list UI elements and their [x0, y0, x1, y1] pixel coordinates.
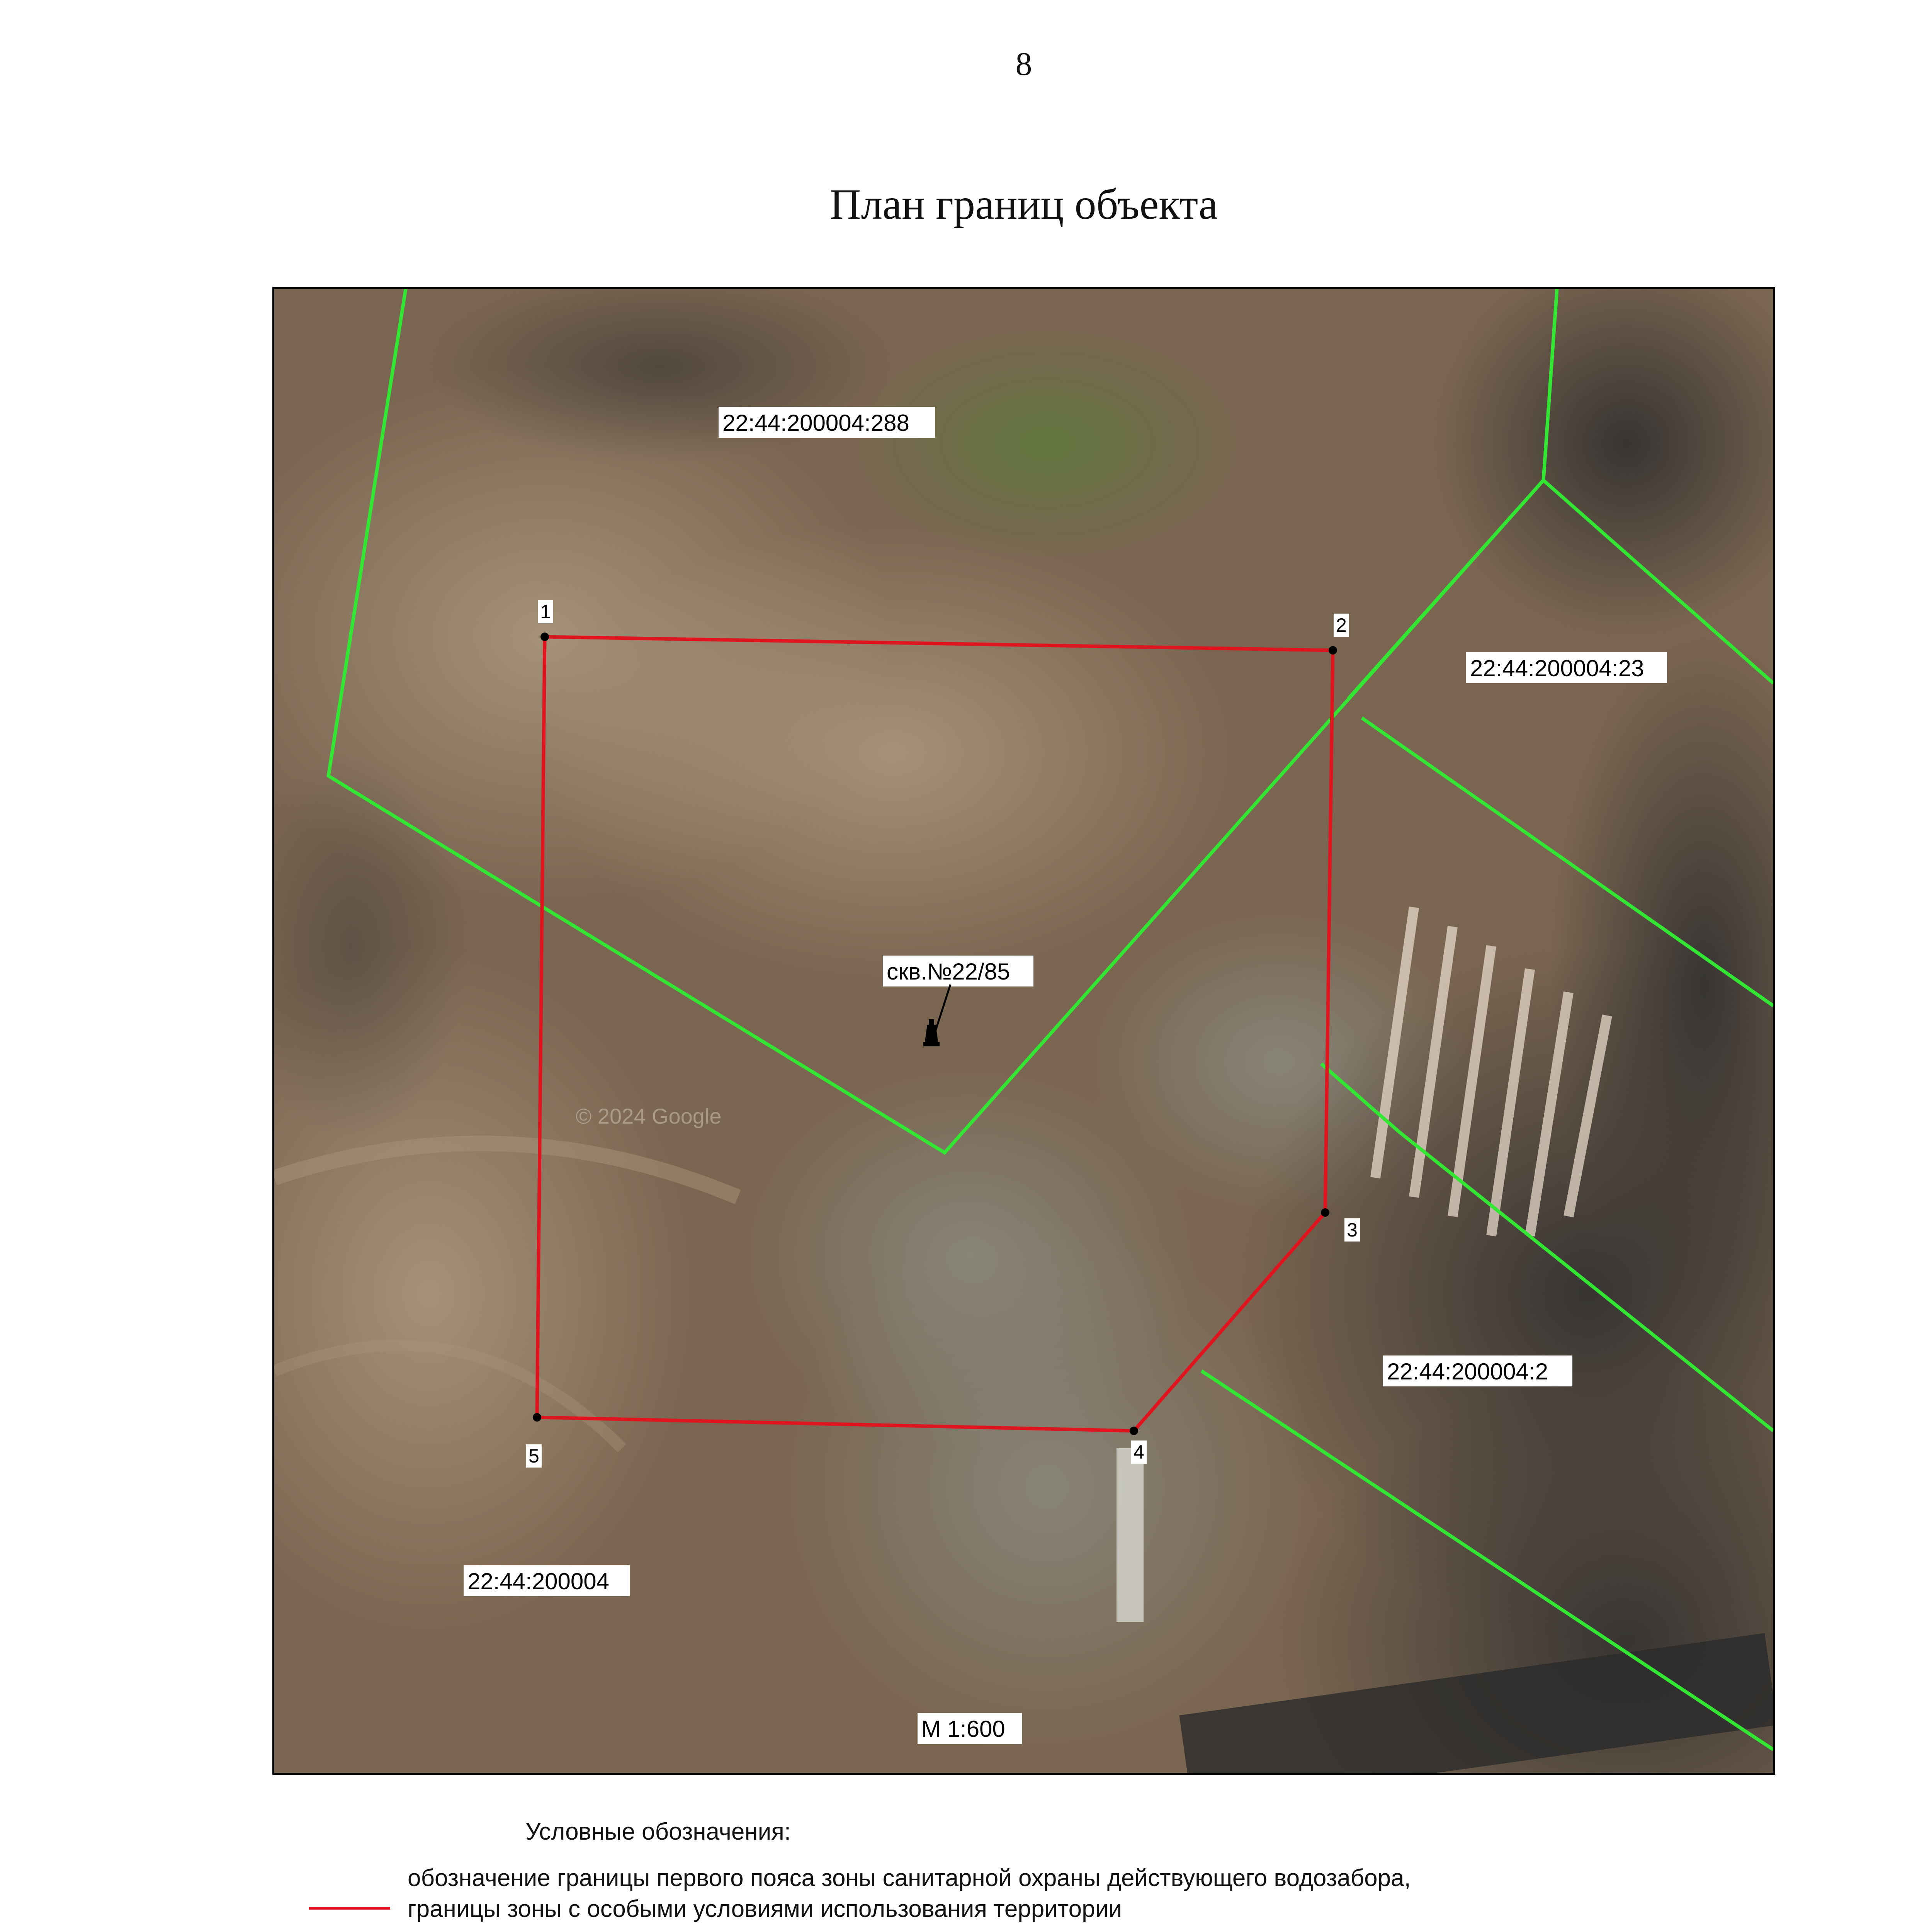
well-label: скв.№22/85 — [887, 959, 1010, 985]
legend-red-line-icon — [309, 1907, 390, 1910]
legend-red-line-text-2: границы зоны с особыми условиями использования территории — [408, 1896, 1122, 1922]
turning-point-5 — [533, 1413, 541, 1422]
map-watermark: © 2024 Google — [576, 1104, 722, 1128]
turning-point-3 — [1321, 1208, 1329, 1217]
parcel-label-23: 22:44:200004:23 — [1470, 655, 1644, 681]
map-frame — [272, 287, 1775, 1775]
point-label-2: 2 — [1336, 614, 1347, 636]
turning-point-1 — [540, 633, 549, 641]
parcel-label-288: 22:44:200004:288 — [722, 410, 909, 436]
point-label-4: 4 — [1134, 1441, 1144, 1463]
parcel-label-2: 22:44:200004:2 — [1387, 1359, 1548, 1384]
page-number: 8 — [1015, 45, 1032, 82]
satellite-imagery — [274, 289, 1773, 1773]
map-canvas — [274, 289, 1773, 1773]
point-label-3: 3 — [1347, 1219, 1358, 1241]
scale-label: М 1:600 — [921, 1716, 1005, 1742]
legend-red-line-text-1: обозначение границы первого пояса зоны санитарной охраны действующего водозабора, — [408, 1865, 1411, 1891]
page-title: План границ объекта — [829, 180, 1218, 228]
point-label-1: 1 — [540, 601, 551, 622]
quarter-label: 22:44:200004 — [467, 1568, 610, 1594]
turning-point-2 — [1329, 646, 1337, 655]
turning-point-4 — [1130, 1427, 1138, 1435]
legend-title: Условные обозначения: — [525, 1818, 791, 1845]
point-label-5: 5 — [529, 1445, 539, 1467]
